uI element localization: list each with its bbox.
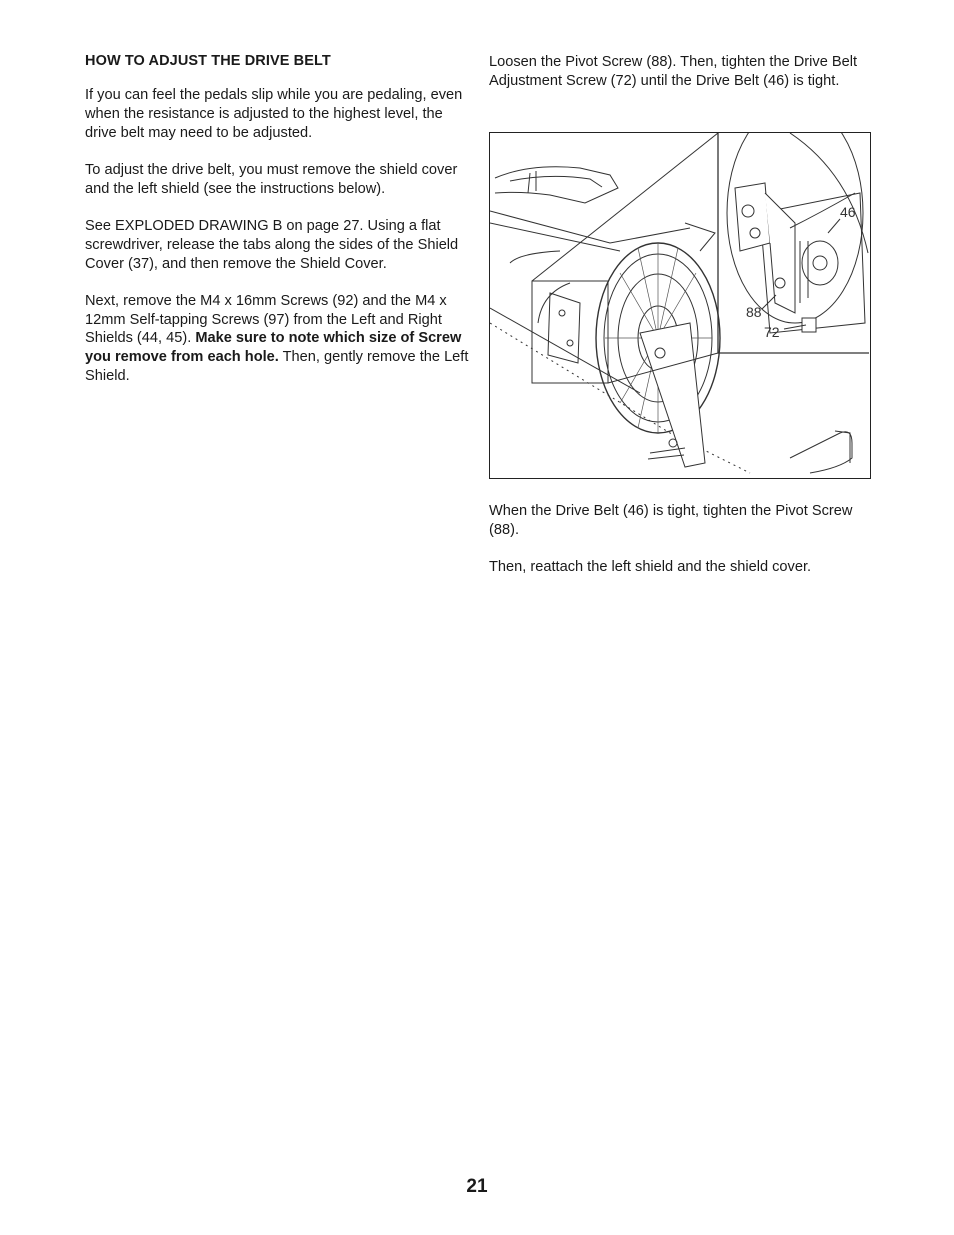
- right-column: [489, 53, 874, 109]
- after-figure-text: [489, 502, 874, 595]
- left-column: [85, 53, 470, 404]
- remove-shield-paragraph: To adjust the drive belt, you must remove the shield cover and the left shield (see the instructions below).: [85, 161, 458, 197]
- screws-text: Next, remove the M4 x 16mm Screws (92) and the M4 x 12mm Self-tapping Screws (97) from the Left and Right Shields (44, 45).: [85, 292, 447, 347]
- tighten-pivot-paragraph: When the Drive Belt (46) is tight, tighten the Pivot Screw (88).: [489, 503, 853, 538]
- reattach-paragraph: Then, reattach the left shield and the shield cover.: [489, 559, 812, 576]
- remove-left-shield-text: Then, gently remove the Left Shield.: [85, 349, 469, 385]
- loosen-pivot-paragraph: Loosen the Pivot Screw (88). Then, tighten the Drive Belt Adjustment Screw (72) until the Drive Belt (46) is tight.: [489, 54, 858, 89]
- remove-screws-paragraph: [85, 292, 470, 386]
- screw-size-warning: Make sure to note which size of Screw you remove from each hole.: [85, 330, 462, 366]
- section-heading: HOW TO ADJUST THE DRIVE BELT: [85, 53, 331, 69]
- intro-paragraph: If you can feel the pedals slip while you are pedaling, even when the resistance is adjusted to the highest level, the drive belt may need to be adjusted.: [85, 87, 463, 141]
- callout-46: 46: [840, 204, 856, 220]
- drive-belt-illustration: [489, 132, 871, 479]
- shield-cover-paragraph: See EXPLODED DRAWING B on page 27. Using a flat screwdriver, release the tabs along the sides of the Shield Cover (37), and then remove the Shield Cover.: [85, 217, 459, 272]
- callout-72: 72: [764, 324, 780, 340]
- drive-belt-drawing: [490, 133, 869, 477]
- page-number: 21: [466, 1176, 488, 1197]
- callout-88: 88: [746, 304, 762, 320]
